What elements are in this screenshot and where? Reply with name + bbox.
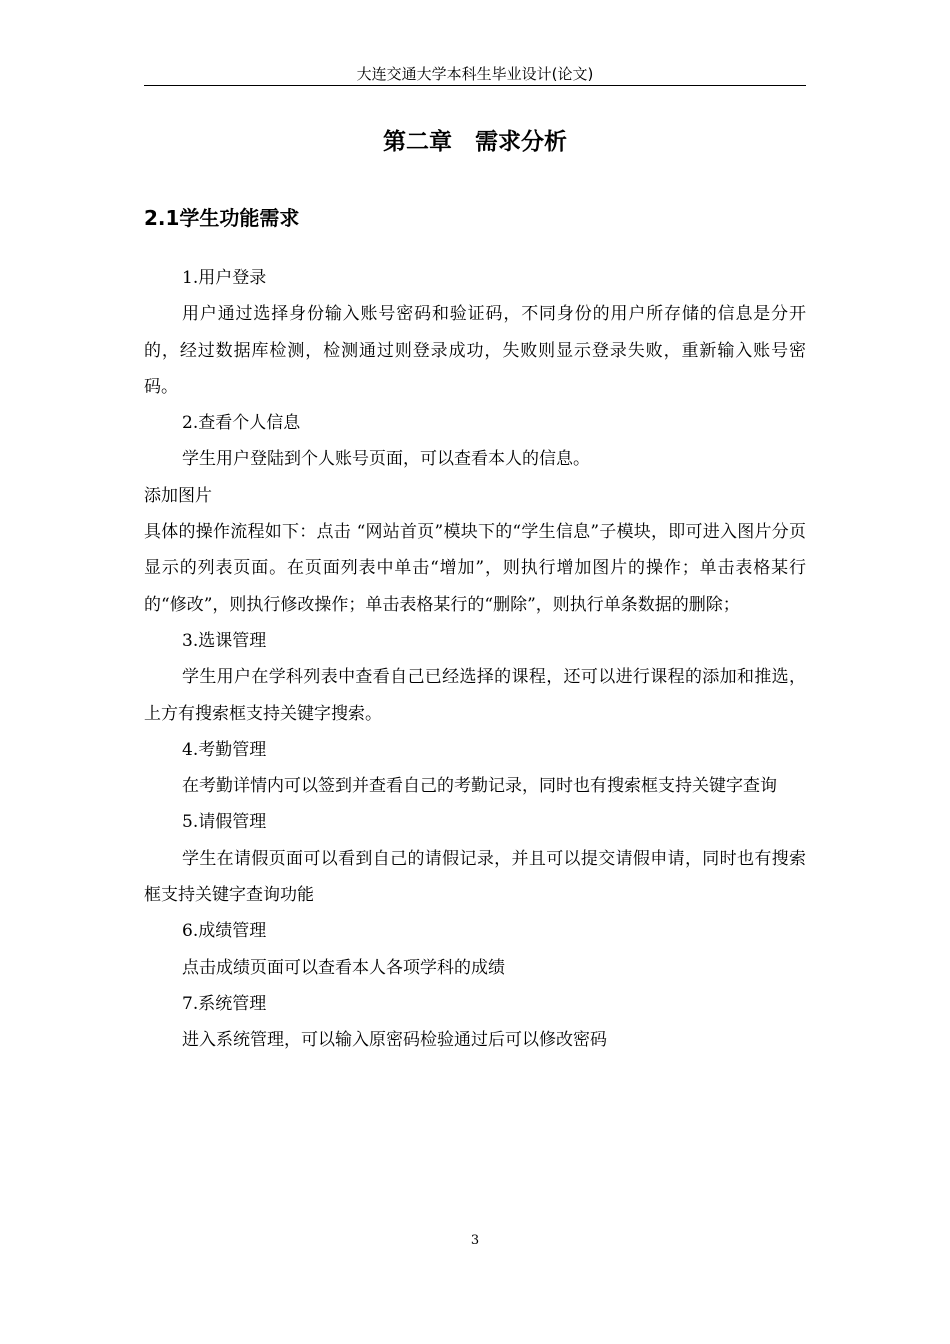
section-title: 2.1学生功能需求 — [144, 206, 300, 230]
paragraph-leave: 学生在请假页面可以看到自己的请假记录，并且可以提交请假申请，同时也有搜索框支持关键字查询功能 — [144, 848, 806, 906]
page-number: 3 — [470, 1233, 480, 1248]
running-header: 大连交通大学本科生毕业设计(论文) — [356, 65, 594, 83]
list-heading-course-management: 3.选课管理 — [182, 630, 267, 651]
header-rule — [144, 85, 806, 86]
chapter-title: 第二章 需求分析 — [383, 129, 567, 155]
paragraph-grades: 点击成绩页面可以查看本人各项学科的成绩 — [182, 957, 505, 978]
paragraph-attendance: 在考勤详情内可以签到并查看自己的考勤记录，同时也有搜索框支持关键字查询 — [182, 776, 777, 797]
list-heading-user-login: 1.用户登录 — [182, 268, 267, 288]
paragraph-operation-flow: 具体的操作流程如下：点击 “网站首页”模块下的“学生信息”子模块，即可进入图片分页显示的列表页面。在页面列表中单击“增加”，则执行增加图片的操作；单击表格某行的“修改”，则执行修改操作；单击表格某行的“删除”，则执行单条数据的删除； — [144, 522, 806, 615]
list-heading-leave: 5.请假管理 — [182, 812, 267, 833]
paragraph-view-info: 学生用户登陆到个人账号页面，可以查看本人的信息。 — [182, 449, 590, 470]
list-heading-attendance: 4.考勤管理 — [182, 739, 267, 760]
paragraph-user-login: 用户通过选择身份输入账号密码和验证码，不同身份的用户所存储的信息是分开的，经过数据库检测，检测通过则登录成功，失败则显示登录失败，重新输入账号密码。 — [144, 304, 806, 397]
paragraph-add-image: 添加图片 — [144, 485, 212, 506]
paragraph-system: 进入系统管理，可以输入原密码检验通过后可以修改密码 — [182, 1030, 607, 1051]
paragraph-course-management: 学生用户在学科列表中查看自己已经选择的课程，还可以进行课程的添加和推选，上方有搜索框支持关键字搜索。 — [144, 667, 806, 724]
list-heading-system: 7.系统管理 — [182, 993, 267, 1014]
list-heading-view-info: 2.查看个人信息 — [182, 413, 301, 434]
list-heading-grades: 6.成绩管理 — [182, 921, 267, 942]
body-text — [144, 260, 806, 1059]
